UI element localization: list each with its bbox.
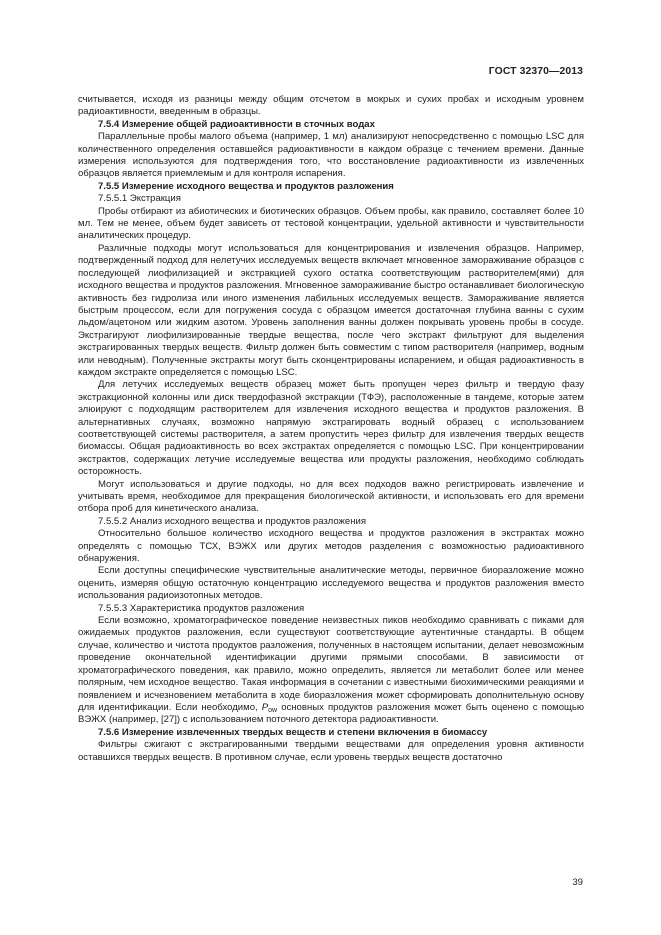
section-heading-7-5-4: 7.5.4 Измерение общей радиоактивности в сточных водах [98, 118, 375, 130]
document-header: ГОСТ 32370—2013 [488, 66, 583, 77]
section-heading-7-5-5: 7.5.5 Измерение исходного вещества и продуктов разложения [98, 180, 394, 192]
paragraph: Пробы отбирают из абиотических и биотических образцов. Объем пробы, как правило, составляет более 10 мл. Тем не менее, объем будет зависеть от тестовой концентрации, удельной активности и чувствительности аналитических процедур. [78, 205, 584, 242]
subsection-heading-7-5-5-2: 7.5.5.2 Анализ исходного вещества и продуктов разложения [98, 515, 367, 527]
subsection-heading-7-5-5-3: 7.5.5.3 Характеристика продуктов разложения [98, 602, 305, 614]
formula-subscript: ow [268, 706, 278, 714]
paragraph: Фильтры сжигают с экстрагированными твердыми веществами для определения уровня активности оставшихся твердых веществ. В противном случае, если уровень твердых веществ достаточно [78, 739, 584, 763]
section-heading-7-5-6: 7.5.6 Измерение извлеченных твердых веществ и степени включения в биомассу [98, 726, 488, 738]
formula-variable: P [261, 701, 269, 713]
paragraph-text: основных продуктов разложения может быть оценено с помощью ВЭЖХ (например, [27]) с использованием поточного детектора радиоактивности. [78, 701, 584, 726]
page-number: 39 [572, 877, 583, 888]
document-body [78, 94, 584, 764]
paragraph: Если доступны специфические чувствительные аналитические методы, первичное биоразложение можно оценить, измеряя общую остаточную концентрацию исследуемого вещества и продуктов разложения вместо использования радиоизотопных методов. [78, 565, 584, 602]
paragraph: Могут использоваться и другие подходы, но для всех подходов важно регистрировать извлечение и учитывать время, необходимое для прекращения биологической активности, и использовать его для времени отбора проб для кинетического анализа. [78, 478, 584, 515]
subsection-heading-7-5-5-1: 7.5.5.1 Экстракция [98, 193, 181, 205]
paragraph-text: Если возможно, хроматографическое поведение неизвестных пиков необходимо сравнивать с пиками для ожидаемых продуктов разложения, если существуют соответствующие аутентичные стандарты. В общем случае, количество и чистота продуктов разложения, полученных в настоящем испытании, делает невозможным проведение окончательной идентификации другими прямыми способами. В зависимости от хроматографического поведения, как правило, можно определить, является ли метаболит более или менее полярным, чем исходное вещество. Такая информация в сочетании с известными биохимическими реакциями и появлением и исчезновением метаболита в ходе биоразложения может сформировать дополнительную основу для идентификации. Если необходимо, [78, 615, 584, 713]
paragraph: Относительно большое количество исходного вещества и продуктов разложения в экстрактах можно определять с помощью ТСХ, ВЭЖХ или других методов разделения с возможностью радиоактивного обнаружения. [78, 528, 584, 565]
paragraph: считывается, исходя из разницы между общим отсчетом в мокрых и сухих пробах и исходным уровнем радиоактивности, введенным в образцы. [78, 94, 584, 118]
paragraph: Параллельные пробы малого объема (например, 1 мл) анализируют непосредственно с помощью LSC для количественного определения оставшейся радиоактивности в каждом образце с течением времени. Данные измерения используются для подтверждения того, что восстановление радиоактивности из извлеченных образцов является приемлемым и для контроля испарения. [78, 131, 584, 180]
paragraph: Различные подходы могут использоваться для концентрирования и извлечения образцов. Например, подтвержденный подход для нелетучих исследуемых веществ включает мгновенное замораживание образцов с последующей лиофилизацией и экстракцией сухого остатка соответствующим растворителем(ями) для исходного вещества и продуктов разложения. Мгновенное замораживание быстро останавливает биологическую активность без гидролиза или иного изменения лабильных исследуемых веществ. Замораживание является быстрым процессом, если для погружения сосуда с образцом имеется достаточная глубина ванны с сухим льдом/ацетоном или жидким азотом. Уровень заполнения ванны должен покрывать уровень пробы в сосуде. Экстрагируют лиофилизированные твердые вещества, после чего экстракт фильтруют для выделения экстрагированных твердых веществ. Фильтр должен быть совместим с типом растворителя (например, водным или неводным). Полученные экстракты могут быть сконцентрированы испарением, и общая радиоактивность в каждом экстракте определяется с помощью LSC. [78, 242, 584, 378]
paragraph [78, 615, 584, 727]
paragraph: Для летучих исследуемых веществ образец может быть пропущен через фильтр и твердую фазу экстракционной колонны или диск твердофазной экстракции (ТФЭ), расположенные в тандеме, которые затем элюируют с подходящим растворителем для извлечения исходного вещества и продуктов разложения. В альтернативных случаях, возможно напрямую экстрагировать водный образец с использованием соответствующей системы растворителя, а затем пропустить через фильтр для извлечения твердых веществ биомассы. Общая радиоактивность во всех экстрактах определяется с помощью LSC. При концентрировании экстрактов, содержащих летучие исследуемые вещества или продукты разложения, необходимо соблюдать осторожность. [78, 379, 584, 478]
